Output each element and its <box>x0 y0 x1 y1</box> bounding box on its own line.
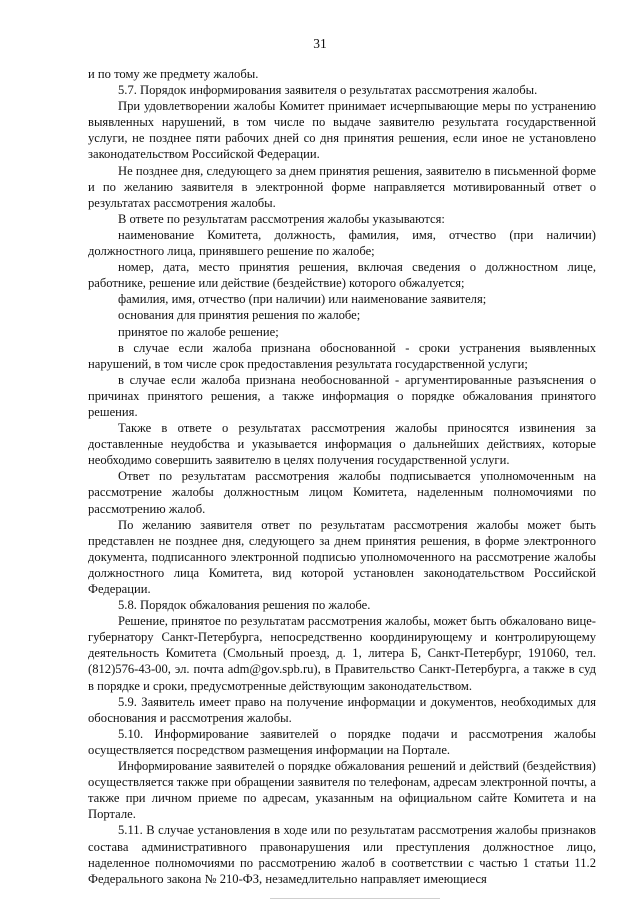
section-5-10: 5.10. Информирование заявителей о порядке подачи и рассмотрения жалобы осуществляется посредством размещения информации на Портале. <box>88 726 596 757</box>
paragraph: По желанию заявителя ответ по результатам рассмотрения жалобы может быть представлен не позднее дня, следующего за днем принятия решения, в форме электронного документа, подписанного электронной подписью уполномоченного на рассмотрение жалобы должностного лица Комитета, вид которой установлен законодательством Российской Федерации. <box>88 517 596 596</box>
section-5-9: 5.9. Заявитель имеет право на получение информации и документов, необходимых для обоснования и рассмотрения жалобы. <box>88 694 596 725</box>
bottom-divider <box>270 898 440 899</box>
paragraph: Информирование заявителей о порядке обжалования решений и действий (бездействия) осуществляется также при обращении заявителя по телефонам, адресам электронной почты, а также при личном приеме по адресам, указанным на официальном сайте Комитета и на Портале. <box>88 759 596 822</box>
list-item: принятое по жалобе решение; <box>118 324 279 339</box>
paragraph: Решение, принятое по результатам рассмотрения жалобы, может быть обжаловано вице-губернатору Санкт-Петербурга, непосредственно координирующему и контролирующему деятельность Комитета (Смольный проезд, д. 1, литера Б, Санкт-Петербург, 191060, тел. (812)576-43-00, эл. почта adm@gov.spb.ru), в Правительство Санкт-Петербурга, а также в суд в порядке и сроки, предусмотренные действующим законодательством. <box>88 614 596 693</box>
list-item: наименование Комитета, должность, фамилия, имя, отчество (при наличии) должностного лица, принявшего решение по жалобе; <box>88 227 596 259</box>
section-heading-5-8: 5.8. Порядок обжалования решения по жалобе. <box>118 598 371 613</box>
list-item: номер, дата, место принятия решения, включая сведения о должностном лице, работнике, решение или действие (бездействие) которого обжалуется; <box>88 260 596 291</box>
paragraph: В ответе по результатам рассмотрения жалобы указываются: <box>118 211 445 226</box>
section-5-11: 5.11. В случае установления в ходе или по результатам рассмотрения жалобы признаков состава административного правонарушения или преступления должностное лицо, наделенное полномочиями по рассмотрению жалоб в соответствии с частью 1 статьи 11.2 Федерального закона № 210-ФЗ, незамедлительно направляет имеющиеся <box>88 823 596 886</box>
paragraph-continuation: и по тому же предмету жалобы. <box>88 67 259 81</box>
list-item: в случае если жалоба признана обоснованной - сроки устранения выявленных нарушений, в том числе срок предоставления результата государственной услуги; <box>88 340 596 371</box>
paragraph: Ответ по результатам рассмотрения жалобы подписывается уполномоченным на рассмотрение жалобы должностным лицом Комитета, наделенным полномочиями по рассмотрению жалоб. <box>88 469 596 516</box>
section-heading-5-7: 5.7. Порядок информирования заявителя о результатах рассмотрения жалобы. <box>118 83 538 98</box>
list-item: фамилия, имя, отчество (при наличии) или наименование заявителя; <box>118 292 487 307</box>
page-number: 31 <box>313 36 327 51</box>
list-item: основания для принятия решения по жалобе; <box>118 308 361 323</box>
paragraph: При удовлетворении жалобы Комитет принимает исчерпывающие меры по устранению выявленных нарушений, в том числе по выдаче заявителю результата государственной услуги, не позднее пяти рабочих дней со дня принятия решения, если иное не установлено законодательством Российской Федерации. <box>88 99 596 162</box>
document-body <box>88 66 596 887</box>
paragraph: Не позднее дня, следующего за днем принятия решения, заявителю в письменной форме и по желанию заявителя в электронной форме направляется мотивированный ответ о результатах рассмотрения жалобы. <box>88 163 596 210</box>
list-item: в случае если жалоба признана необоснованной - аргументированные разъяснения о причинах принятого решения, а также информация о порядке обжалования принятого решения. <box>88 372 596 419</box>
paragraph: Также в ответе о результатах рассмотрения жалобы приносятся извинения за доставленные неудобства и указывается информация о дальнейших действиях, которые необходимо совершить заявителю в целях получения государственной услуги. <box>88 421 596 468</box>
